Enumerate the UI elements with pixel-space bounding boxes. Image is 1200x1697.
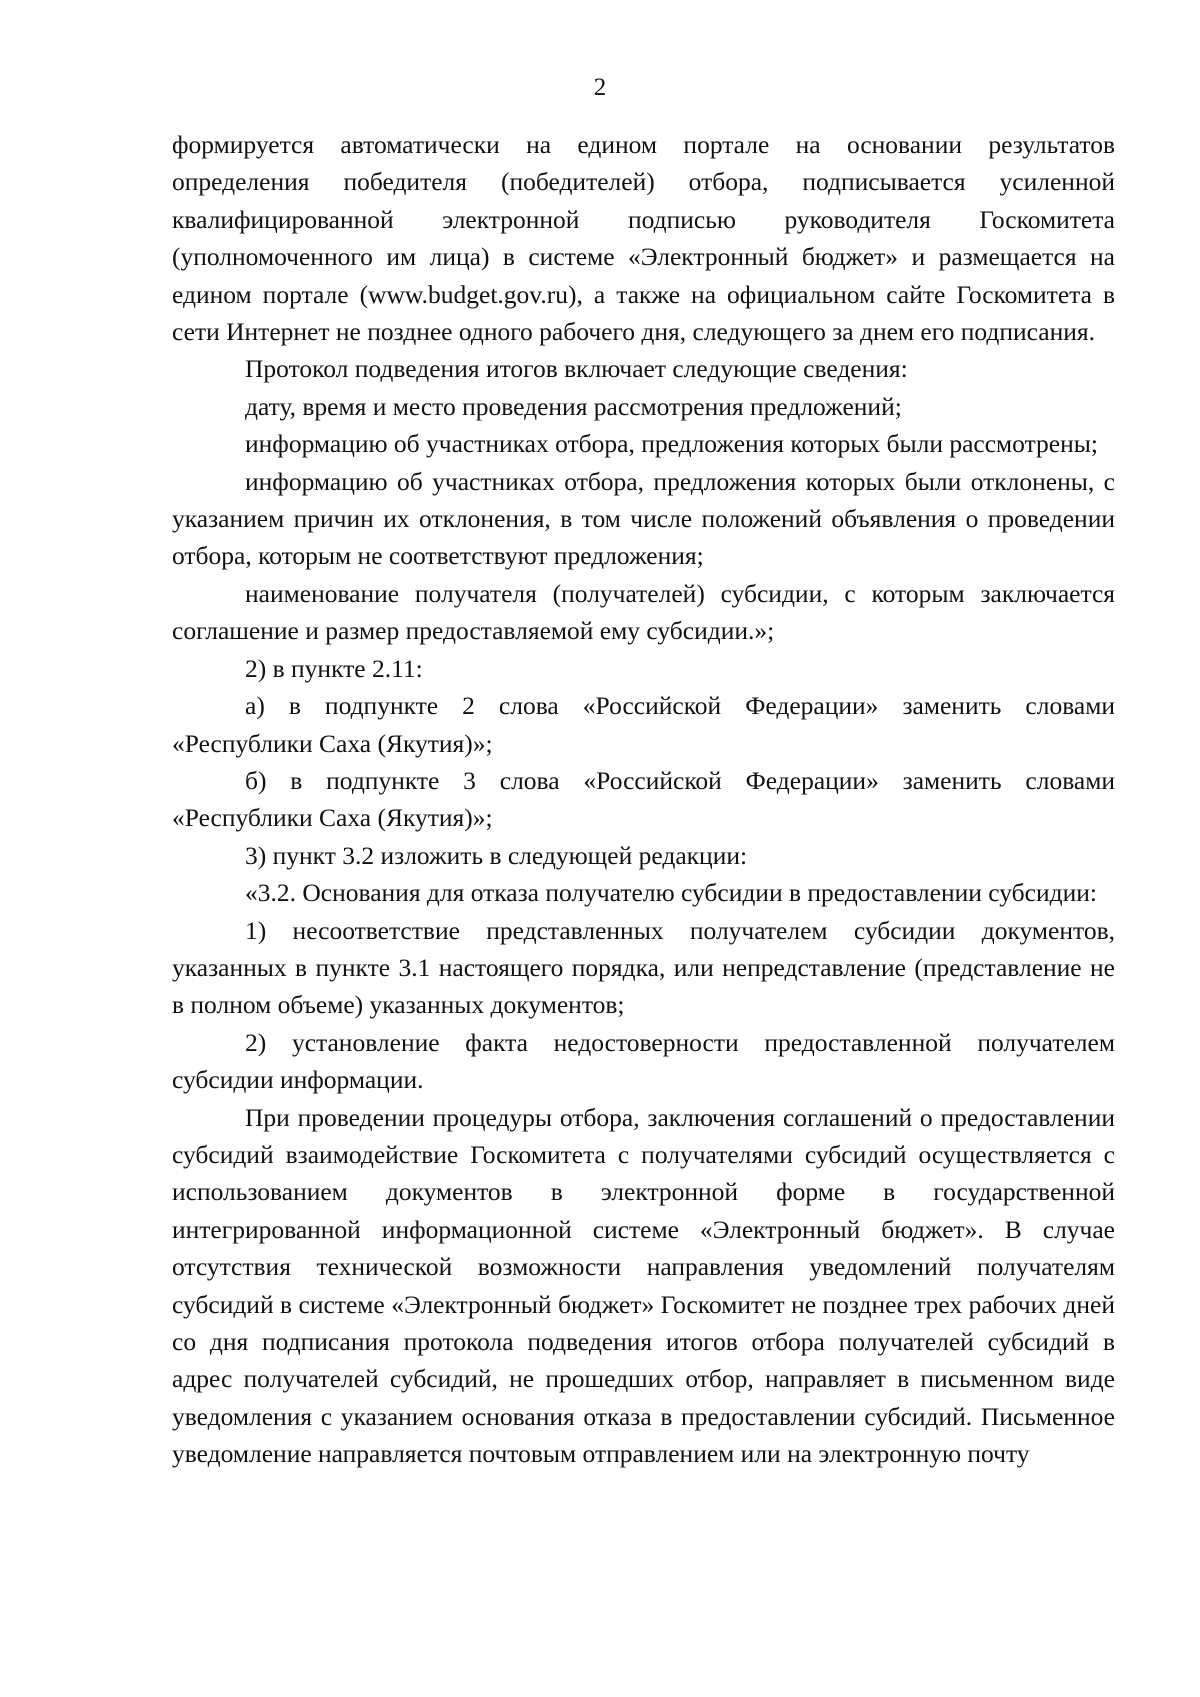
paragraph: 1) несоответствие представленных получателем субсидии документов, указанных в пункте 3.1 настоящего порядка, или непредставление (представление не в полном объеме) указанных документов; [172, 915, 1115, 1020]
document-body [172, 126, 1115, 1473]
paragraph: «3.2. Основания для отказа получателю субсидии в предоставлении субсидии: [245, 878, 1097, 908]
paragraph: 2) в пункте 2.11: [245, 653, 423, 683]
paragraph: Протокол подведения итогов включает следующие сведения: [245, 354, 908, 384]
paragraph: При проведении процедуры отбора, заключения соглашений о предоставлении субсидий взаимодействие Госкомитета с получателями субсидий осуществляется с использованием документов в электронной форме в государственной интегрированной информационной системе «Электронный бюджет». В случае отсутствия технической возможности направления уведомлений получателям субсидий в системе «Электронный бюджет» Госкомитет не позднее трех рабочих дней со дня подписания протокола подведения итогов отбора получателей субсидий в адрес получателей субсидий, не прошедших отбор, направляет в письменном виде уведомления с указанием основания отказа в предоставлении субсидий. Письменное уведомление направляется почтовым отправлением или на электронную почту [172, 1102, 1115, 1469]
paragraph: формируется автоматически на едином портале на основании результатов определения победителя (победителей) отбора, подписывается усиленной квалифицированной электронной подписью руководителя Госкомитета (уполномоченного им лица) в системе «Электронный бюджет» и размещается на едином портале (www.budget.gov.ru), а также на официальном сайте Госкомитета в сети Интернет не позднее одного рабочего дня, следующего за днем его подписания. [172, 130, 1115, 347]
paragraph: 2) установление факта недостоверности предоставленной получателем субсидии информации. [172, 1027, 1115, 1095]
paragraph: дату, время и место проведения рассмотрения предложений; [245, 391, 902, 421]
paragraph: б) в подпункте 3 слова «Российской Федерации» заменить словами «Республики Саха (Якутия)»; [172, 765, 1115, 833]
paragraph: информацию об участниках отбора, предложения которых были рассмотрены; [245, 429, 1098, 459]
paragraph: информацию об участниках отбора, предложения которых были отклонены, с указанием причин их отклонения, в том числе положений объявления о проведении отбора, которым не соответствуют предложения; [172, 466, 1115, 571]
paragraph: наименование получателя (получателей) субсидии, с которым заключается соглашение и размер предоставляемой ему субсидии.»; [172, 578, 1115, 646]
paragraph: 3) пункт 3.2 изложить в следующей редакции: [245, 840, 748, 870]
page-number: 2 [593, 74, 607, 101]
paragraph: а) в подпункте 2 слова «Российской Федерации» заменить словами «Республики Саха (Якутия)»; [172, 691, 1115, 758]
